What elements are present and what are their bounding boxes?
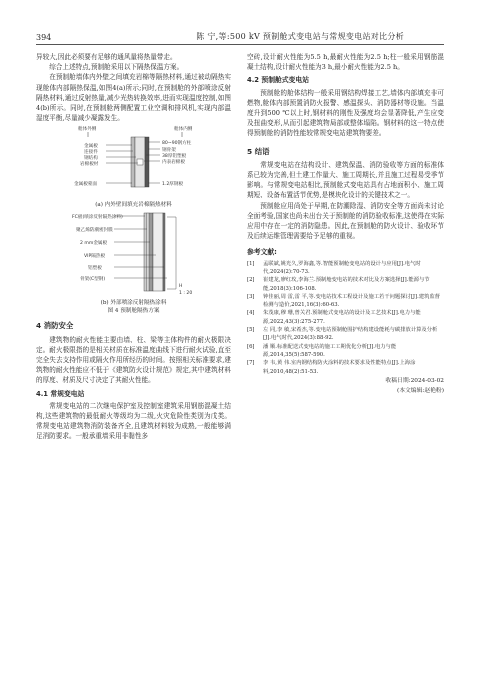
label-connector: 连接件 — [84, 150, 98, 156]
figure-4-caption: 图 4 预制舱隔热方案 — [107, 308, 160, 315]
paragraph: 常规变电站的二次继电保护室及控制室建筑采用钢筋混凝土结构,这些建筑物的最低耐火等级均为二级,火灾危险性类别为戊类。常规变电站建筑物消防装备齐全,且建筑材料较为成熟,一般能够满足消防要求。一般承重墙采用非黏性多 — [36, 401, 231, 441]
reference-item: [3] 钟佳丽,周 雷,雷 平,等.变电站技术工程设计及施工若干问题探讨[J].建筑监督检测与造价,2021,16(3):60-63. — [247, 293, 440, 309]
paragraph: 空砖,设计耐火性能为5.5 h,最耐火性能为2.5 h;柱一般采用钢筋混凝土结构,设计耐火性能为3 h,最小耐火性能为2.5 h。 — [247, 53, 444, 72]
section-heading-4: 4 消防安全 — [36, 321, 74, 331]
label-2mm-metal: 2 mm金属板 — [80, 241, 108, 247]
label-steel-structure: 钢结构 — [84, 156, 98, 162]
label-metal-cover: 金属板蒙面 — [74, 182, 97, 188]
paragraph: 常规变电站在结构设计、建筑保温、消防验收等方面的标准体系已较为完善,但土建工作量大、施工周期长,并且施工过程易受季节影响。与常规变电站相比,预制舱式变电站具有占地面积小、施工周期短、设备布置活节优势,是模块化设计的关键技术之一。 — [247, 160, 444, 200]
paragraph: 建筑物的耐火性能主要由墙、柱、梁等主体构件的耐火极限决定。耐火极限指的是相关材质在标准温度曲线下进行耐火试验,直至完全失去支持作用或隔火作用所经历的时间。按照相关标准要求,建筑物的耐火性能应不低于《建筑防火设计规范》规定,其中建筑材料的厚度、材质及尺寸决定了其耐火性能。 — [36, 335, 231, 385]
paragraph: 预制舱的舱体结构一般采用钢结构焊接工艺,墙体内部填充非可燃物,舱体内部预置消防火报警、感温探头、消防器材等设施。当温度升到500 ℃以上时,钢材料的刚性及强度均会显著降低,产生应变及扭曲变形,从而引起建筑物局部或整体塌陷。钢材料的这一特点使得预制舱的消防性能较常规变电站建筑物要差。 — [247, 88, 444, 138]
label-inner-rockwool: 内表岩棉板 — [162, 160, 185, 166]
label-scale: 1 : 20 — [179, 291, 193, 297]
references-title: 参考文献: — [247, 248, 277, 257]
figure-4a-caption: (a) 内外壁间填充岩棉隔热材料 — [95, 202, 172, 209]
reference-item: [6] 潘 顺.标准配送式变电站的施工工期优化分析[J].电力与能源,2014,35(5):587-590. — [247, 343, 397, 358]
figure-4b-diagram — [36, 209, 231, 299]
label-outer: 舱体外侧 — [78, 127, 97, 133]
label-metal-plate: 金属板 — [84, 144, 98, 150]
label-fc-board: FC板(喷涂反射隔热涂料) — [72, 215, 123, 221]
figure-4 — [36, 123, 231, 315]
right-column — [247, 52, 444, 396]
left-column — [36, 52, 231, 442]
reference-item: [4] 朱茂康,穆 珊,曾关君.预制舱式变电站的设计及工艺技术[J].电力与能源,2022,43(3):275-277. — [247, 310, 421, 325]
reference-item: [5] 左 同,李 敏,宋希杰,等.变电站预制舱围护结构建设能耗与碳排放计算及分析[J].电气时代,2024(3):88-92. — [247, 327, 438, 342]
label-rockwool: 岩棉板材 — [80, 162, 99, 168]
label-h: H — [179, 284, 183, 290]
label-aluminum-plastic: 38厚铝塑板 — [162, 154, 187, 160]
received-date: 收稿日期:2024-03-02 — [385, 377, 444, 384]
reference-item: [2] 崔建龙,廖红玫,李海兰.预制舱变电站的技术对比及方案选择[J].能源与节能,2018(3):106-108. — [247, 277, 430, 292]
label-inner: 舱体内侧 — [174, 127, 193, 133]
label-steel-plate: 1.2厚钢板 — [162, 182, 184, 188]
label-vip-board: VIP隔热板 — [84, 254, 106, 260]
figure-4a-diagram — [36, 123, 231, 209]
reference-item: [7] 李 韦,黄 伟.室内钢结构防火涂料的技术要求及性能特点[J].上海涂料,2010,48(2):51-53. — [247, 360, 416, 375]
figure-4b-caption: (b) 外部喷涂反射隔热涂料 — [100, 300, 167, 307]
label-steel-frame: 钢骨架 — [162, 148, 176, 154]
label-pe-film: 聚乙烯防潮密封膜 — [76, 228, 113, 234]
label-c-steel: 骨架(C型钢) — [80, 277, 106, 283]
reference-item: [1] 孟联斌,姚光久,罗海鑫,等.智能预制舱变电站的设计与应用[J].电气时代,2024(2):70-73. — [247, 260, 421, 275]
paragraph: 综合上述特点,预制舱采用以下隔热保温方案。 — [49, 63, 184, 72]
section-heading-5: 5 结语 — [247, 146, 270, 156]
section-heading-4-1: 4.1 常规变电站 — [36, 389, 85, 398]
references-list — [247, 260, 444, 376]
paragraph: 在预制舱墙体内外壁之间填充岩棉等隔热材料,通过被动隔热实现舱体内部隔热保温,如图4(a)所示;同时,在预制舱的外部喷涂反射隔热材料,通过反射热量,减少光热转换效率,进而实现温度控制,如图4(b)所示。同时,在预制舱两侧配置工业空调和排风机,实现内部温湿度平衡,尽量减少凝露发生。 — [36, 73, 231, 123]
section-heading-4-2: 4.2 预制舱式变电站 — [247, 76, 309, 85]
page-header — [36, 30, 444, 45]
paragraph: 预制舱应用尚处于早期,在防潮除湿、消防安全等方面尚未讨论全面考验,国家也尚未出台关于预制舱的消防验收标准,这使得在实际应用中存在一定的消防隐患。因此,在预制舱的防火设计、验收环节及后续运维管理需要给予足够的重视。 — [247, 201, 444, 241]
editor-note: (本文编辑:赵艳粉) — [396, 387, 444, 394]
label-steel-column: 80~90钢方柱 — [162, 141, 192, 147]
paragraph: 异较大,因此必须要有足够的通风量将热量带走。 — [36, 53, 177, 61]
running-title: 陈 宁,等:500 kV 预制舱式变电站与常规变电站对比分析 — [196, 32, 404, 41]
page-number: 394 — [36, 33, 52, 42]
label-aluminum-board: 铝塑板 — [88, 266, 102, 272]
